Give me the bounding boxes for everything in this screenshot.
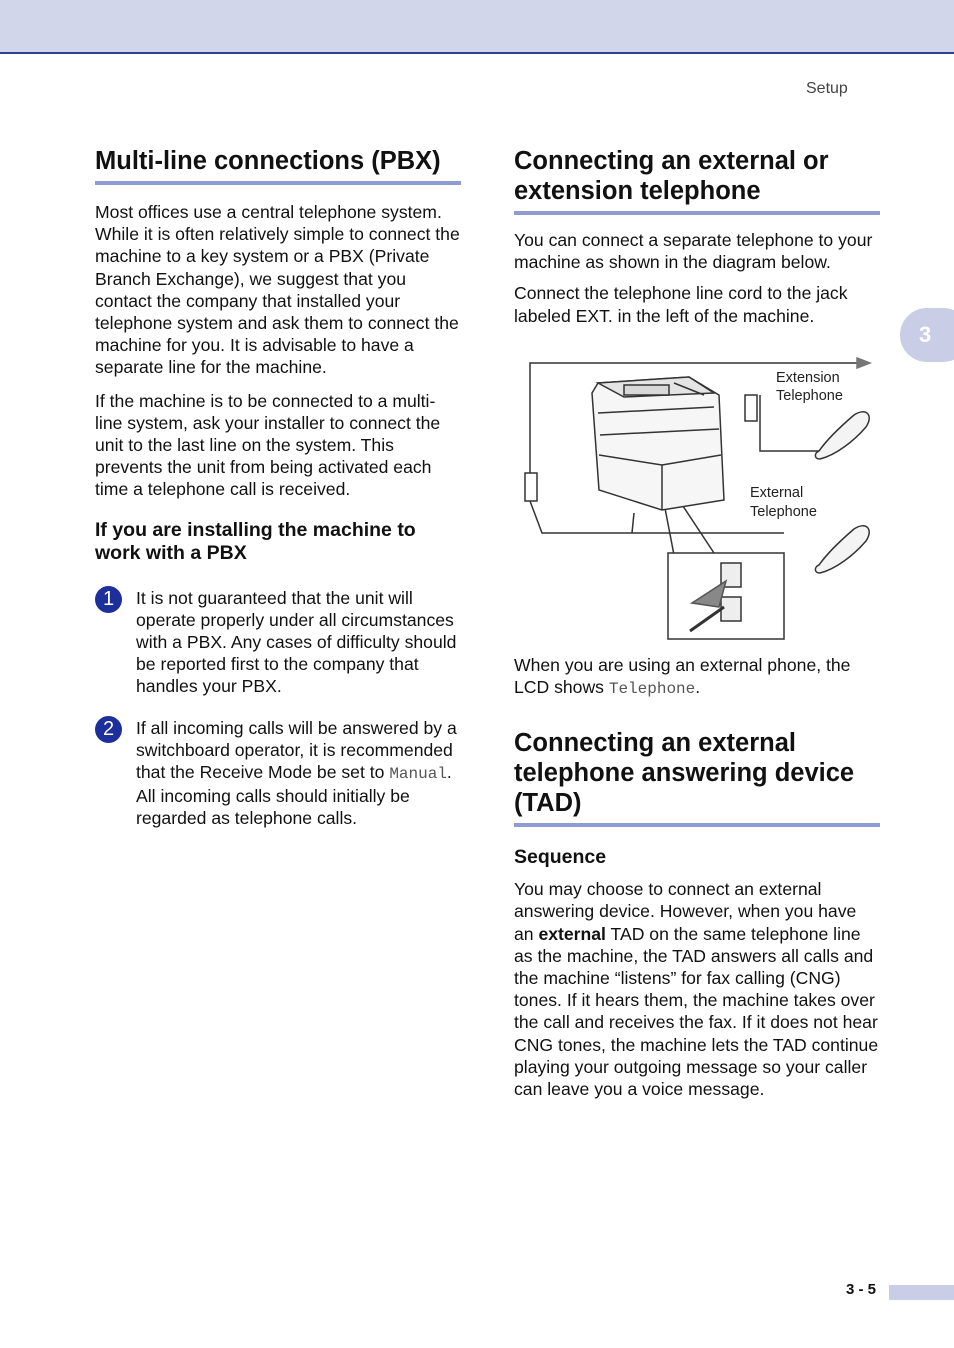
heading-rule (514, 823, 880, 827)
tad-heading: Connecting an external telephone answering device (TAD) (514, 729, 855, 818)
extension-label-1: Extension (776, 369, 840, 386)
external-label-1: External (750, 484, 804, 501)
step-1-text: It is not guaranteed that the unit will operate properly under all circumstances with a PBX. Any cases of difficulty should be reported first to the company that handles your PBX. (136, 587, 457, 697)
lcd-telephone-text: Telephone (608, 680, 696, 699)
heading-rule (95, 181, 461, 185)
step-2-number: 2 (95, 716, 122, 743)
pbx-paragraph-2: If the machine is to be connected to a multi-line system, ask your installer to connect the unit to the last line on the system. This prevents the unit from being activated each time a telephone call is received. (95, 390, 441, 500)
sequence-paragraph: You may choose to connect an external answering device. However, when you have an external TAD on the same telephone line as the machine, the TAD answers all calls and the machine “listens” for fax calling (CNG) tones. If it hears them, the machine takes over the call and receives the fax. If it does not hear CNG tones, the machine lets the TAD continue playing your outgoing message so your caller can leave you a voice message. (514, 879, 879, 1100)
manual-mode-text: Manual (389, 765, 447, 784)
extension-label-2: Telephone (776, 387, 843, 404)
heading-rule (514, 211, 880, 215)
chapter-tab[interactable]: 3 (900, 308, 954, 362)
left-column (95, 146, 461, 830)
header-bar (0, 0, 954, 54)
section-name: Setup (806, 80, 848, 97)
lcd-paragraph: When you are using an external phone, the LCD shows Telephone. (514, 654, 851, 699)
external-phone-paragraph-1: You can connect a separate telephone to your machine as shown in the diagram below. (514, 230, 873, 273)
pbx-paragraph-1: Most offices use a central telephone system. While it is often relatively simple to connect the machine to a key system or a PBX (Private Branch Exchange), we suggest that you contact the company that installed your telephone system and ask them to connect the machine for you. It is advisable to have a separate line for the machine. (95, 202, 460, 378)
step-1-number: 1 (95, 586, 122, 613)
connection-diagram (514, 355, 880, 645)
external-label-2: Telephone (750, 503, 817, 520)
right-column (514, 146, 880, 1100)
step-2 (95, 717, 461, 830)
external-phone-heading: Connecting an external or extension telephone (514, 147, 829, 205)
step-2-text: If all incoming calls will be answered by a switchboard operator, it is recommended that the Receive Mode be set to Manual. All incoming calls should initially be regarded as telephone calls. (136, 717, 457, 829)
sequence-subheading: Sequence (514, 846, 607, 869)
footer-bar (889, 1285, 954, 1300)
step-1 (95, 587, 461, 698)
external-phone-paragraph-2: Connect the telephone line cord to the jack labeled EXT. in the left of the machine. (514, 283, 848, 326)
pbx-heading: Multi-line connections (PBX) (95, 147, 441, 175)
pbx-subheading: If you are installing the machine to work with a PBX (95, 518, 416, 564)
page-number: 3 - 5 (846, 1281, 877, 1298)
